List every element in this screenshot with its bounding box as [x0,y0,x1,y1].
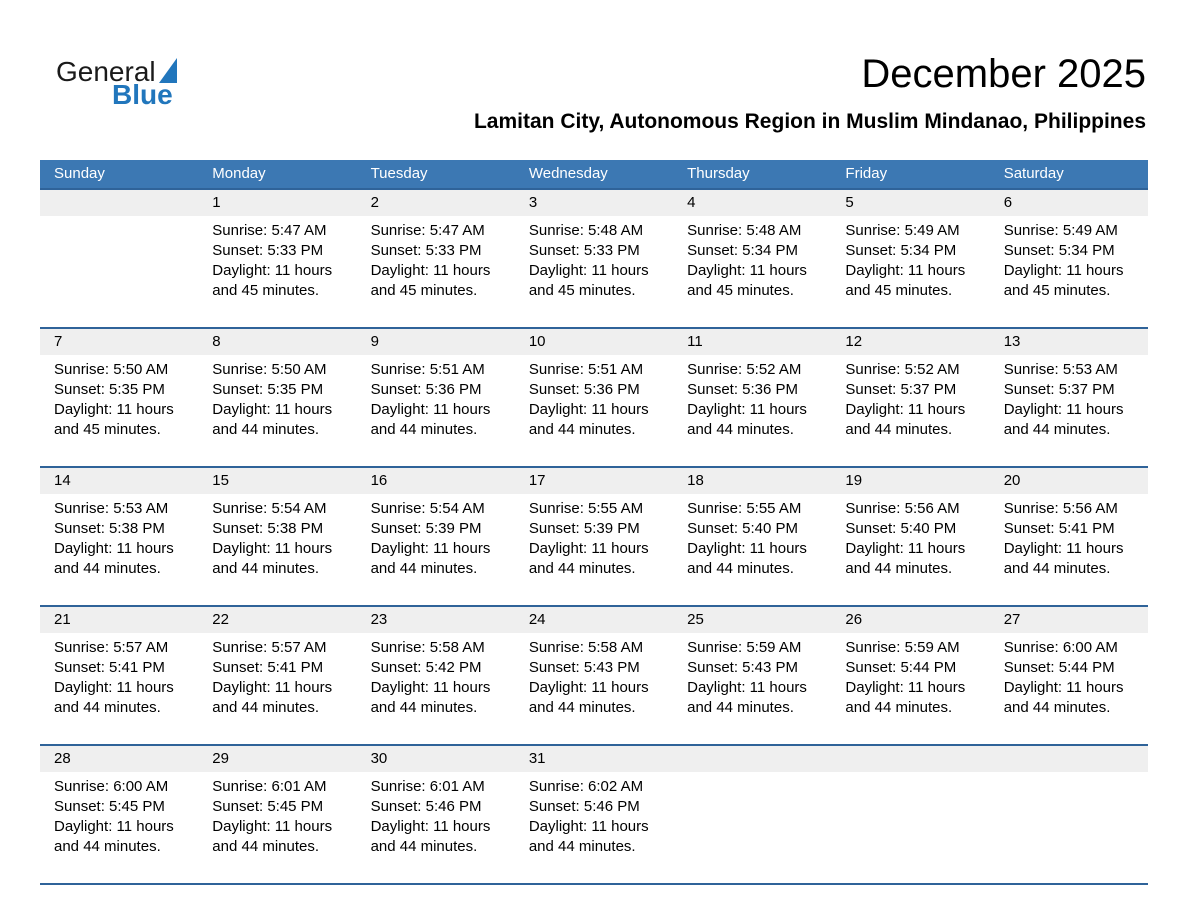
day-cell-27 [990,606,1148,745]
sunset-text: Sunset: 5:38 PM [212,520,324,537]
day-number: 14 [40,468,198,494]
logo-text-general: General [56,56,156,87]
daylight-line2-text: and 44 minutes. [528,699,636,716]
day-details [673,633,831,744]
day-details [990,494,1148,605]
day-cell-9 [357,328,515,467]
day-details [990,633,1148,744]
daylight-line1-text: Daylight: 11 hours [370,401,491,418]
day-number: 5 [831,190,989,216]
sunset-text: Sunset: 5:45 PM [212,798,324,815]
daylight-line2-text: and 44 minutes. [845,699,953,716]
day-details [198,494,356,605]
day-cell-empty [40,189,198,328]
sunset-text: Sunset: 5:38 PM [54,520,165,537]
day-cell-31 [515,745,673,884]
day-number: 26 [831,607,989,633]
day-details [515,633,673,744]
sunrise-text: Sunrise: 5:53 AM [54,500,169,517]
sunset-text: Sunset: 5:40 PM [845,520,957,537]
day-details [831,216,989,327]
title-block [474,54,1146,134]
day-cell-23 [357,606,515,745]
sunset-text: Sunset: 5:35 PM [212,381,324,398]
day-number: 22 [198,607,356,633]
sunset-text: Sunset: 5:34 PM [687,242,799,259]
weekday-header-friday: Friday [831,160,989,189]
day-number: 17 [515,468,673,494]
daylight-line1-text: Daylight: 11 hours [212,401,333,418]
day-number: 25 [673,607,831,633]
sunset-text: Sunset: 5:46 PM [370,798,482,815]
daylight-line2-text: and 44 minutes. [687,560,794,577]
day-details [198,355,356,466]
daylight-line1-text: Daylight: 11 hours [370,540,491,557]
daylight-line1-text: Daylight: 11 hours [212,818,333,835]
daylight-line2-text: and 44 minutes. [54,560,161,577]
sunset-text: Sunset: 5:43 PM [687,659,799,676]
sunrise-text: Sunrise: 5:54 AM [370,500,485,517]
sunrise-text: Sunrise: 6:01 AM [370,778,485,795]
sunrise-text: Sunrise: 5:52 AM [687,361,802,378]
day-details [673,494,831,605]
day-number: 28 [40,746,198,772]
sunset-text: Sunset: 5:33 PM [212,242,324,259]
sunset-text: Sunset: 5:44 PM [845,659,957,676]
sunrise-text: Sunrise: 5:48 AM [528,222,644,239]
sunrise-text: Sunrise: 5:53 AM [1003,361,1118,378]
day-number: 12 [831,329,989,355]
sunrise-text: Sunrise: 5:55 AM [687,500,802,517]
day-number [990,746,1148,772]
day-details [831,494,989,605]
day-details [990,216,1148,327]
sunrise-text: Sunrise: 6:01 AM [212,778,327,795]
day-details [40,633,198,744]
day-details [40,216,198,247]
calendar-table [40,160,1148,885]
day-cell-20 [990,467,1148,606]
day-details [198,633,356,744]
day-cell-24 [515,606,673,745]
daylight-line2-text: and 45 minutes. [54,421,161,438]
sunrise-text: Sunrise: 5:50 AM [54,361,169,378]
daylight-line2-text: and 44 minutes. [370,699,478,716]
day-details [673,772,831,803]
day-number: 29 [198,746,356,772]
daylight-line1-text: Daylight: 11 hours [1003,262,1124,279]
weekday-header-row [40,160,1148,189]
day-number: 2 [357,190,515,216]
day-cell-30 [357,745,515,884]
day-number: 13 [990,329,1148,355]
day-cell-22 [198,606,356,745]
day-number: 31 [515,746,673,772]
daylight-line2-text: and 44 minutes. [1003,699,1111,716]
day-details [515,772,673,883]
sunrise-text: Sunrise: 5:47 AM [370,222,485,239]
day-details [40,494,198,605]
day-cell-6 [990,189,1148,328]
daylight-line1-text: Daylight: 11 hours [528,818,649,835]
sunset-text: Sunset: 5:33 PM [370,242,482,259]
day-number: 20 [990,468,1148,494]
daylight-line2-text: and 44 minutes. [1003,560,1111,577]
day-details [515,216,673,327]
sunset-text: Sunset: 5:41 PM [212,659,324,676]
day-cell-28 [40,745,198,884]
weekday-header-monday: Monday [198,160,356,189]
day-number [831,746,989,772]
daylight-line2-text: and 44 minutes. [687,699,794,716]
sunrise-text: Sunrise: 5:58 AM [370,639,485,656]
daylight-line1-text: Daylight: 11 hours [528,401,649,418]
day-cell-empty [990,745,1148,884]
day-number: 23 [357,607,515,633]
sunrise-text: Sunrise: 5:54 AM [212,500,327,517]
day-cell-empty [673,745,831,884]
sunrise-text: Sunrise: 5:59 AM [845,639,960,656]
sunrise-text: Sunrise: 5:51 AM [528,361,644,378]
day-number: 24 [515,607,673,633]
day-number: 8 [198,329,356,355]
week-row [40,467,1148,606]
calendar-body [40,189,1148,884]
sunrise-text: Sunrise: 5:56 AM [1003,500,1118,517]
week-row [40,606,1148,745]
day-cell-5 [831,189,989,328]
sunset-text: Sunset: 5:34 PM [1003,242,1115,259]
sunrise-text: Sunrise: 6:00 AM [1003,639,1118,656]
day-details [990,772,1148,803]
day-cell-2 [357,189,515,328]
sunrise-text: Sunrise: 5:50 AM [212,361,327,378]
day-details [673,355,831,466]
daylight-line2-text: and 44 minutes. [687,421,794,438]
daylight-line2-text: and 44 minutes. [1003,421,1111,438]
sunrise-text: Sunrise: 6:02 AM [528,778,644,795]
day-details [357,494,515,605]
day-details [357,355,515,466]
daylight-line1-text: Daylight: 11 hours [1003,540,1124,557]
general-blue-logo [56,58,177,109]
daylight-line2-text: and 44 minutes. [528,560,636,577]
daylight-line2-text: and 45 minutes. [687,282,794,299]
sunrise-text: Sunrise: 5:52 AM [845,361,960,378]
day-number: 16 [357,468,515,494]
daylight-line1-text: Daylight: 11 hours [528,540,649,557]
daylight-line2-text: and 44 minutes. [528,421,636,438]
sunrise-text: Sunrise: 5:57 AM [212,639,327,656]
day-number: 21 [40,607,198,633]
sunset-text: Sunset: 5:39 PM [370,520,482,537]
week-row [40,328,1148,467]
sunset-text: Sunset: 5:45 PM [54,798,165,815]
day-details [515,494,673,605]
sunset-text: Sunset: 5:33 PM [528,242,640,259]
daylight-line1-text: Daylight: 11 hours [528,679,649,696]
sunset-text: Sunset: 5:35 PM [54,381,165,398]
daylight-line2-text: and 44 minutes. [212,560,320,577]
day-cell-empty [831,745,989,884]
daylight-line1-text: Daylight: 11 hours [370,818,491,835]
day-cell-3 [515,189,673,328]
sunrise-text: Sunrise: 5:59 AM [687,639,802,656]
daylight-line1-text: Daylight: 11 hours [845,262,966,279]
day-details [198,216,356,327]
day-details [831,355,989,466]
day-number: 3 [515,190,673,216]
sunrise-text: Sunrise: 5:49 AM [1003,222,1118,239]
sunrise-text: Sunrise: 5:55 AM [528,500,644,517]
day-cell-1 [198,189,356,328]
day-cell-15 [198,467,356,606]
daylight-line2-text: and 44 minutes. [212,838,320,855]
daylight-line1-text: Daylight: 11 hours [212,540,333,557]
sunset-text: Sunset: 5:42 PM [370,659,482,676]
sunset-text: Sunset: 5:39 PM [528,520,640,537]
day-number: 10 [515,329,673,355]
sunrise-text: Sunrise: 5:58 AM [528,639,644,656]
day-cell-11 [673,328,831,467]
sunset-text: Sunset: 5:37 PM [845,381,957,398]
day-number: 6 [990,190,1148,216]
day-number: 11 [673,329,831,355]
sunset-text: Sunset: 5:36 PM [687,381,799,398]
daylight-line1-text: Daylight: 11 hours [687,679,807,696]
day-number: 15 [198,468,356,494]
sunset-text: Sunset: 5:41 PM [54,659,165,676]
weekday-header-thursday: Thursday [673,160,831,189]
weekday-header-wednesday: Wednesday [515,160,673,189]
daylight-line1-text: Daylight: 11 hours [370,679,491,696]
sunset-text: Sunset: 5:44 PM [1003,659,1115,676]
daylight-line2-text: and 44 minutes. [845,421,953,438]
page-title: December 2025 [861,52,1146,96]
daylight-line1-text: Daylight: 11 hours [212,679,333,696]
weekday-header-sunday: Sunday [40,160,198,189]
day-cell-21 [40,606,198,745]
day-details [357,216,515,327]
day-cell-29 [198,745,356,884]
sunrise-text: Sunrise: 5:47 AM [212,222,327,239]
daylight-line2-text: and 45 minutes. [528,282,636,299]
day-number: 18 [673,468,831,494]
day-cell-14 [40,467,198,606]
day-details [831,772,989,803]
sunrise-text: Sunrise: 5:51 AM [370,361,485,378]
day-cell-13 [990,328,1148,467]
daylight-line2-text: and 44 minutes. [54,699,161,716]
daylight-line2-text: and 45 minutes. [845,282,953,299]
daylight-line1-text: Daylight: 11 hours [1003,679,1124,696]
page-subtitle: Lamitan City, Autonomous Region in Muslim Mindanao, Philippines [473,110,1146,133]
daylight-line2-text: and 45 minutes. [370,282,478,299]
daylight-line1-text: Daylight: 11 hours [687,401,807,418]
day-cell-18 [673,467,831,606]
day-number: 30 [357,746,515,772]
day-details [831,633,989,744]
day-details [990,355,1148,466]
daylight-line1-text: Daylight: 11 hours [54,818,174,835]
daylight-line1-text: Daylight: 11 hours [54,540,174,557]
day-cell-16 [357,467,515,606]
day-cell-19 [831,467,989,606]
daylight-line2-text: and 44 minutes. [54,838,161,855]
daylight-line1-text: Daylight: 11 hours [54,401,174,418]
daylight-line1-text: Daylight: 11 hours [845,679,966,696]
daylight-line2-text: and 44 minutes. [370,838,478,855]
day-number [673,746,831,772]
day-cell-10 [515,328,673,467]
sunrise-text: Sunrise: 6:00 AM [54,778,169,795]
sunset-text: Sunset: 5:46 PM [528,798,640,815]
sunset-text: Sunset: 5:37 PM [1003,381,1115,398]
sunrise-text: Sunrise: 5:48 AM [687,222,802,239]
daylight-line1-text: Daylight: 11 hours [1003,401,1124,418]
sunset-text: Sunset: 5:34 PM [845,242,957,259]
daylight-line2-text: and 44 minutes. [212,699,320,716]
week-row [40,745,1148,884]
daylight-line1-text: Daylight: 11 hours [845,401,966,418]
day-cell-8 [198,328,356,467]
day-cell-17 [515,467,673,606]
daylight-line1-text: Daylight: 11 hours [54,679,174,696]
daylight-line1-text: Daylight: 11 hours [687,540,807,557]
daylight-line1-text: Daylight: 11 hours [845,540,966,557]
daylight-line1-text: Daylight: 11 hours [212,262,333,279]
daylight-line2-text: and 44 minutes. [370,560,478,577]
day-details [40,355,198,466]
day-details [40,772,198,883]
day-cell-12 [831,328,989,467]
day-cell-25 [673,606,831,745]
day-details [515,355,673,466]
sunrise-text: Sunrise: 5:49 AM [845,222,960,239]
sunset-text: Sunset: 5:36 PM [528,381,640,398]
day-details [673,216,831,327]
daylight-line2-text: and 44 minutes. [370,421,478,438]
daylight-line2-text: and 45 minutes. [1003,282,1111,299]
sunset-text: Sunset: 5:40 PM [687,520,799,537]
sunset-text: Sunset: 5:36 PM [370,381,482,398]
sunrise-text: Sunrise: 5:56 AM [845,500,960,517]
weekday-header-saturday: Saturday [990,160,1148,189]
daylight-line1-text: Daylight: 11 hours [687,262,807,279]
day-number [40,190,198,216]
day-number: 1 [198,190,356,216]
daylight-line2-text: and 45 minutes. [212,282,320,299]
sunset-text: Sunset: 5:43 PM [528,659,640,676]
day-cell-7 [40,328,198,467]
weekday-header-tuesday: Tuesday [357,160,515,189]
day-cell-26 [831,606,989,745]
week-row [40,189,1148,328]
sunrise-text: Sunrise: 5:57 AM [54,639,169,656]
sunset-text: Sunset: 5:41 PM [1003,520,1115,537]
daylight-line2-text: and 44 minutes. [528,838,636,855]
daylight-line2-text: and 44 minutes. [845,560,953,577]
day-number: 27 [990,607,1148,633]
day-number: 19 [831,468,989,494]
daylight-line1-text: Daylight: 11 hours [370,262,491,279]
day-details [357,772,515,883]
masthead [40,0,1148,160]
daylight-line1-text: Daylight: 11 hours [528,262,649,279]
day-details [357,633,515,744]
logo-text-blue: Blue [112,79,173,110]
day-number: 4 [673,190,831,216]
day-details [198,772,356,883]
day-number: 9 [357,329,515,355]
day-number: 7 [40,329,198,355]
daylight-line2-text: and 44 minutes. [212,421,320,438]
day-cell-4 [673,189,831,328]
calendar-header [40,160,1148,189]
